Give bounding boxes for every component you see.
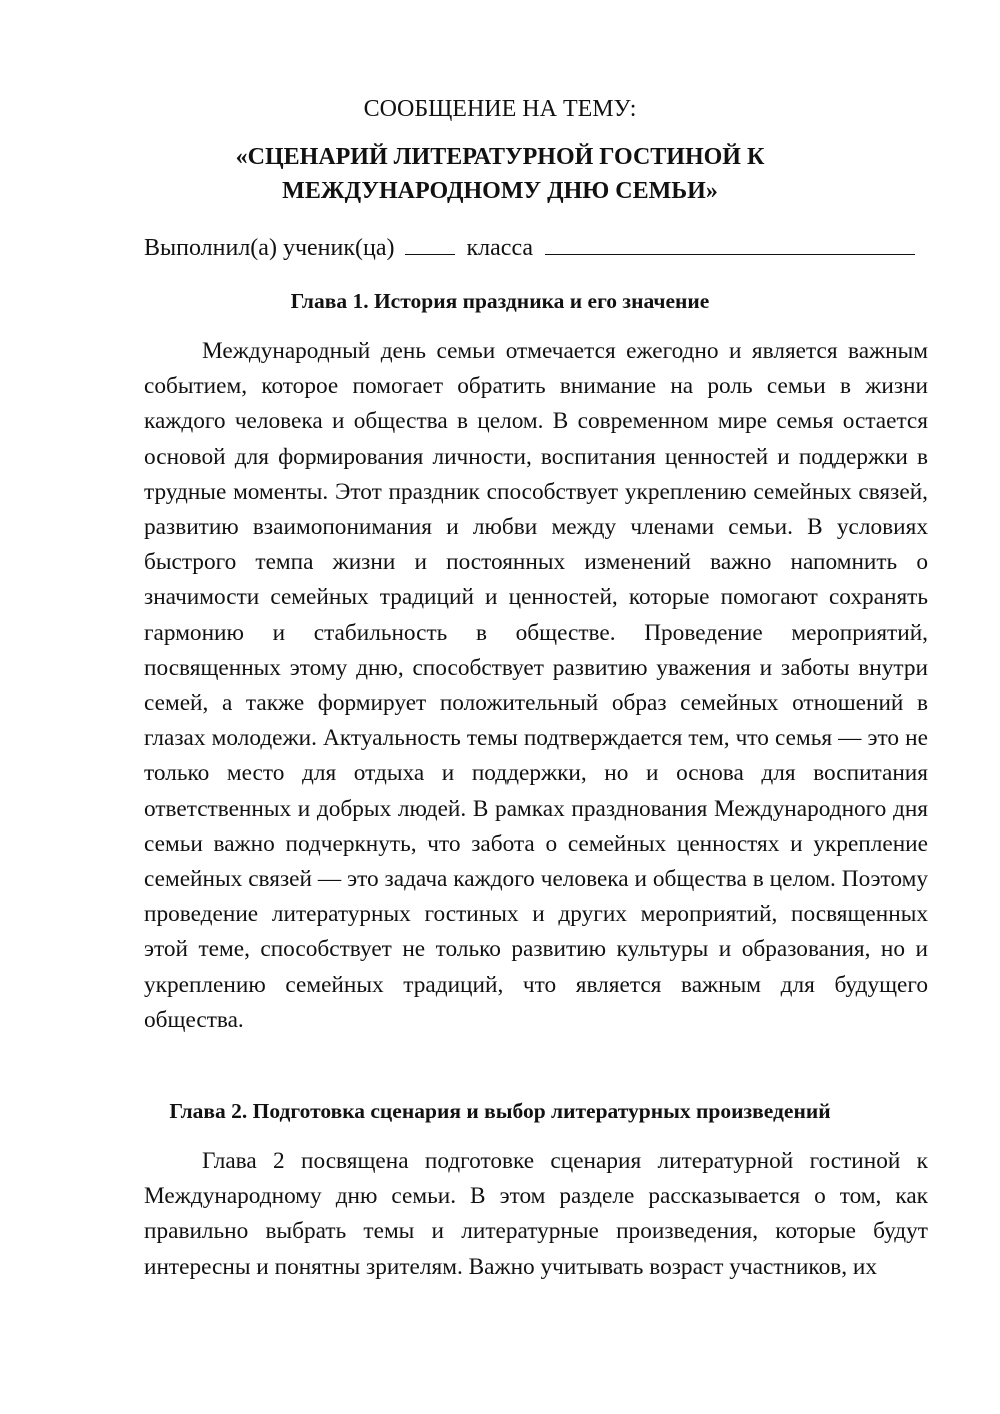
class-name-blank [545, 232, 915, 255]
grade-blank [405, 232, 455, 255]
chapter-1-heading: Глава 1. История праздника и его значение [290, 289, 710, 313]
chapter-2-paragraph: Глава 2 посвящена подготовке сценария литературной гостиной к Международному дню семьи. В этом разделе рассказывается о том, как правильно выбрать темы и литературные произведения, которые будут интересны и понятны зрителям. Важно учитывать возраст участников, их [144, 1148, 928, 1280]
class-label: класса [466, 235, 534, 261]
chapter-2-heading: Глава 2. Подготовка сценария и выбор литературных произведений [169, 1099, 831, 1123]
report-type-heading: СООБЩЕНИЕ НА ТЕМУ: [363, 96, 637, 122]
chapter-1-paragraph: Международный день семьи отмечается ежегодно и является важным событием, которое помогает обратить внимание на роль семьи в жизни каждого человека и общества в целом. В современном мире семья остается основой для формирования личности, воспитания ценностей и поддержки в трудные моменты. Этот праздник способствует укреплению семейных связей, развитию взаимопонимания и любви между членами семьи. В условиях быстрого темпа жизни и постоянных изменений важно напомнить о значимости семейных традиций и ценностей, которые помогают сохранять гармонию и стабильность в обществе. Проведение мероприятий, посвященных этому дню, способствует развитию уважения и заботы внутри семей, а также формирует положительный образ семейных отношений в глазах молодежи. Актуальность темы подтверждается тем, что семья — это не только место для отдыха и поддержки, но и основа для воспитания ответственных и добрых людей. В рамках празднования Международного дня семьи важно подчеркнуть, что забота о семейных ценностях и укрепление семейных связей — это задача каждого человека и общества в целом. Поэтому проведение литературных гостиных и других мероприятий, посвященных этой теме, способствует не только развитию культуры и образования, но и укреплению семейных традиций, что является важным для будущего общества. [144, 338, 928, 1033]
report-title-line-2: МЕЖДУНАРОДНОМУ ДНЮ СЕМЬИ» [282, 178, 718, 204]
author-label: Выполнил(а) ученик(ца) [144, 235, 395, 261]
author-line [144, 232, 930, 263]
report-title-line-1: «СЦЕНАРИЙ ЛИТЕРАТУРНОЙ ГОСТИНОЙ К [235, 144, 765, 170]
